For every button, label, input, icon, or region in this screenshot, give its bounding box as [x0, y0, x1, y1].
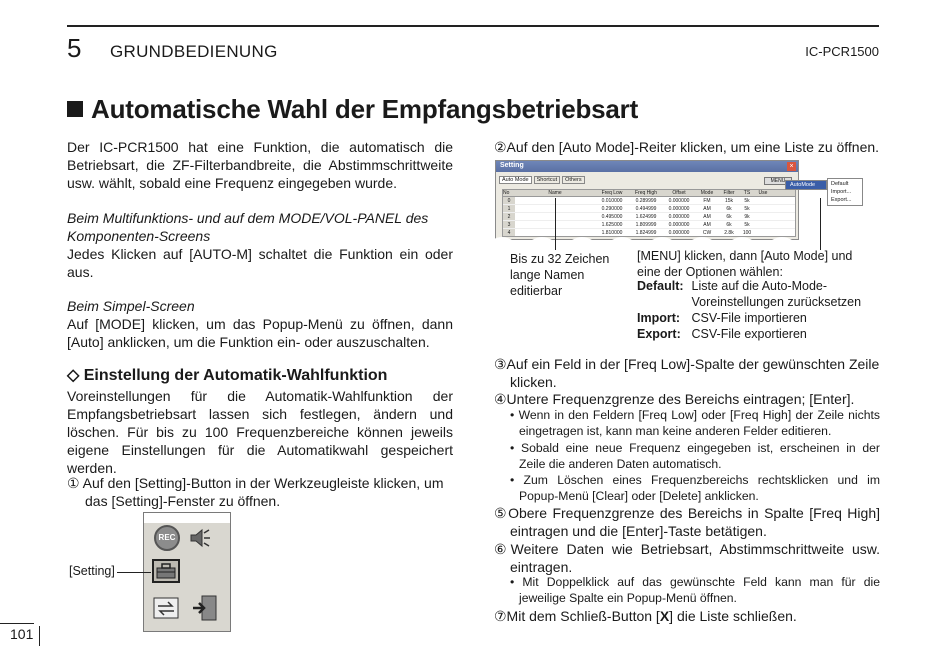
tab-shortcut[interactable]: Shortcut	[534, 176, 560, 184]
table-cell[interactable]: 6k	[726, 214, 732, 220]
page-title-text: Automatische Wahl der Empfangsbetriebsart	[91, 94, 639, 124]
setting-title: Setting	[500, 162, 524, 169]
callout-left-line	[555, 198, 556, 250]
simple-text: Auf [MODE] klicken, um das Popup-Menü zu öffnen, dann [Auto] anklicken, um die Funktion ein- oder auszuschalten.	[67, 316, 453, 350]
option-row	[637, 310, 877, 326]
submenu-import[interactable]: Import...	[831, 189, 852, 195]
table-cell[interactable]: AM	[703, 214, 711, 220]
step-7-post: ] die Liste schließen.	[669, 608, 797, 624]
toolbar-illustration	[143, 512, 231, 632]
table-cell[interactable]: 3	[503, 221, 515, 228]
speaker-icon[interactable]	[188, 527, 212, 549]
col-freq-low[interactable]: Freq Low	[601, 190, 623, 196]
setting-leader-line	[117, 572, 151, 573]
table-cell[interactable]	[755, 205, 771, 212]
table-cell[interactable]: 1	[503, 205, 515, 212]
section-heading: ◇ Einstellung der Automatik-Wahlfunktion	[67, 367, 388, 384]
table-row[interactable]	[503, 197, 795, 205]
col-offset[interactable]: Offset	[672, 190, 686, 196]
table-cell[interactable]: CW	[702, 230, 712, 236]
option-row	[637, 326, 877, 342]
step-4: ④Untere Frequenzgrenze des Bereichs eintragen; [Enter].	[494, 391, 855, 407]
tab-bar	[499, 176, 585, 184]
chapter-title: GRUNDBEDIENUNG	[110, 42, 278, 61]
step-1: ① Auf den [Setting]-Button in der Werkzeugleiste klicken, um das [Setting]-Fenster zu öffnen.	[67, 475, 444, 509]
col-filter[interactable]: Filter	[723, 190, 735, 196]
torn-edge-lower	[492, 234, 804, 246]
table-cell[interactable]: FM	[703, 198, 711, 204]
step-3: ③Auf ein Feld in der [Freq Low]-Spalte der gewünschten Zeile klicken.	[494, 356, 880, 390]
table-cell[interactable]: 9k	[744, 214, 750, 220]
setting-title-bar	[496, 161, 798, 172]
table-cell[interactable]: 0.000000	[668, 206, 690, 212]
menu-button[interactable]: MENU	[764, 177, 792, 185]
rec-icon[interactable]: REC	[154, 525, 180, 551]
table-cell[interactable]: 0.010000	[601, 198, 623, 204]
table-cell[interactable]: 0.000000	[668, 230, 690, 236]
tab-others[interactable]: Others	[562, 176, 585, 184]
table-cell[interactable]: 1.625000	[601, 222, 623, 228]
bullet-6: • Mit Doppelklick auf das gewünschte Feld kann man für die jeweilige Spalte ein Popup-Menü öffnen.	[510, 575, 880, 605]
option-key: Import:	[637, 311, 681, 325]
multi-heading: Beim Multifunktions- und auf dem MODE/VOL-PANEL des Komponenten-Screens	[67, 210, 429, 244]
multi-text: Jedes Klicken auf [AUTO-M] schaltet die Funktion ein oder aus.	[67, 246, 453, 280]
bullet-4-3: • Zum Löschen eines Frequenzbereichs rechtsklicken und im Popup-Menü [Clear] oder [Delete] anklicken.	[510, 473, 880, 503]
table-cell[interactable]: 6k	[726, 222, 732, 228]
bullet-4-2: • Sobald eine neue Frequenz eingegeben ist, erscheinen in der Zeile die anderen Daten automatisch.	[510, 441, 880, 471]
step-2: ②Auf den [Auto Mode]-Reiter klicken, um eine Liste zu öffnen.	[494, 139, 880, 155]
exit-icon[interactable]	[190, 593, 220, 623]
table-cell[interactable]: AM	[703, 222, 711, 228]
table-cell[interactable]: 0	[503, 197, 515, 204]
table-cell[interactable]: 6k	[726, 206, 732, 212]
automode-submenu	[827, 178, 863, 206]
step-6: ⑥Weitere Daten wie Betriebsart, Abstimmschrittweite usw. eintragen.	[494, 541, 880, 575]
col-name[interactable]: Name	[548, 190, 562, 196]
col-mode[interactable]: Mode	[700, 190, 714, 196]
section-text: Voreinstellungen für die Automatik-Wahlfunktion der Empfangsbetriebsart lassen sich festlegen, ändern und löschen. Für bis zu 100 Frequenzbereiche können jeweils eigene Einstellungen für die Automatikwahl gespeichert werden.	[67, 388, 453, 476]
step-7	[494, 607, 880, 625]
option-key: Default:	[637, 279, 684, 293]
table-cell[interactable]: 0.495000	[601, 214, 623, 220]
table-cell[interactable]: 0.290000	[601, 206, 623, 212]
table-cell[interactable]: 0.000000	[668, 198, 690, 204]
table-cell[interactable]: 1.624999	[635, 214, 657, 220]
model-name: IC-PCR1500	[805, 44, 879, 59]
table-cell[interactable]: 2	[503, 213, 515, 220]
table-body	[503, 197, 795, 237]
table-row[interactable]	[503, 221, 795, 229]
callout-left-text: Bis zu 32 Zeichen lange Namen editierbar	[510, 252, 610, 298]
table-cell[interactable]: 0.000000	[668, 214, 690, 220]
table-cell[interactable]: 1.824999	[635, 230, 657, 236]
table-cell[interactable]: 15k	[724, 198, 734, 204]
submenu-default[interactable]: Default	[831, 181, 849, 187]
auto-mode-table	[502, 189, 796, 237]
square-bullet-icon	[67, 101, 83, 117]
close-icon[interactable]: ×	[787, 162, 796, 171]
tab-auto-mode[interactable]: Auto Mode	[499, 176, 532, 184]
option-row	[637, 278, 877, 310]
intro-text: Der IC-PCR1500 hat eine Funktion, die automatisch die Betriebsart, die ZF-Filterbandbreite, die Abstimmschrittweite usw. wählt, sobald eine Frequenz eingegeben wurde.	[67, 139, 453, 191]
col-no[interactable]: No	[503, 190, 510, 196]
table-row[interactable]	[503, 205, 795, 213]
table-cell[interactable]: 2.8k	[724, 230, 734, 236]
callout-right-line	[820, 198, 821, 250]
chapter-number: 5	[67, 33, 82, 63]
connect-icon[interactable]	[152, 595, 180, 621]
table-cell[interactable]: 0.289999	[635, 198, 657, 204]
simple-heading: Beim Simpel-Screen	[67, 298, 195, 314]
step-7-x: X	[659, 608, 670, 624]
table-cell[interactable]: 5k	[744, 198, 750, 204]
table-cell[interactable]	[755, 221, 771, 228]
table-cell[interactable]: AM	[703, 206, 711, 212]
page-title	[67, 94, 638, 125]
col-use[interactable]: Use	[758, 190, 768, 196]
col-freq-high[interactable]: Freq High	[635, 190, 657, 196]
table-cell[interactable]: 1.810000	[601, 230, 623, 236]
page-number: 101	[10, 626, 40, 646]
option-value: CSV-File importieren	[691, 311, 807, 325]
callout-right-intro: [MENU] klicken, dann [Auto Mode] und eine der Optionen wählen:	[637, 249, 853, 279]
table-cell[interactable]	[755, 213, 771, 220]
table-cell[interactable]: 4	[503, 229, 515, 236]
table-cell[interactable]	[755, 197, 771, 204]
table-cell[interactable]: 0.494999	[635, 206, 657, 212]
setting-window	[495, 160, 799, 240]
table-cell[interactable]: 0.000000	[668, 222, 690, 228]
bullet-4-1: • Wenn in den Feldern [Freq Low] oder [Freq High] der Zeile nichts eingetragen ist, kann man keine anderen Felder editieren.	[510, 408, 880, 438]
table-row[interactable]	[503, 213, 795, 221]
torn-edge	[144, 513, 230, 523]
option-value: Liste auf die Auto-Mode-Voreinstellungen zurücksetzen	[691, 279, 862, 309]
options-table	[637, 278, 877, 342]
table-header	[503, 190, 795, 197]
option-value: CSV-File exportieren	[691, 327, 807, 341]
step-7-pre: ⑦Mit dem Schließ-Button [	[494, 608, 660, 624]
col-ts[interactable]: TS	[743, 190, 751, 196]
option-key: Export:	[637, 327, 681, 341]
setting-button[interactable]	[152, 559, 180, 583]
table-cell[interactable]: 5k	[744, 222, 750, 228]
table-cell[interactable]: 100	[742, 230, 752, 236]
automode-menu-item[interactable]: AutoMode	[785, 180, 827, 190]
setting-label: [Setting]	[69, 564, 115, 578]
table-cell[interactable]: 5k	[744, 206, 750, 212]
table-cell[interactable]: 1.809999	[635, 222, 657, 228]
step-5: ⑤Obere Frequenzgrenze des Bereichs in Spalte [Freq High] eintragen und die [Enter]-Taste betätigen.	[494, 505, 880, 539]
submenu-export[interactable]: Export...	[831, 197, 852, 203]
